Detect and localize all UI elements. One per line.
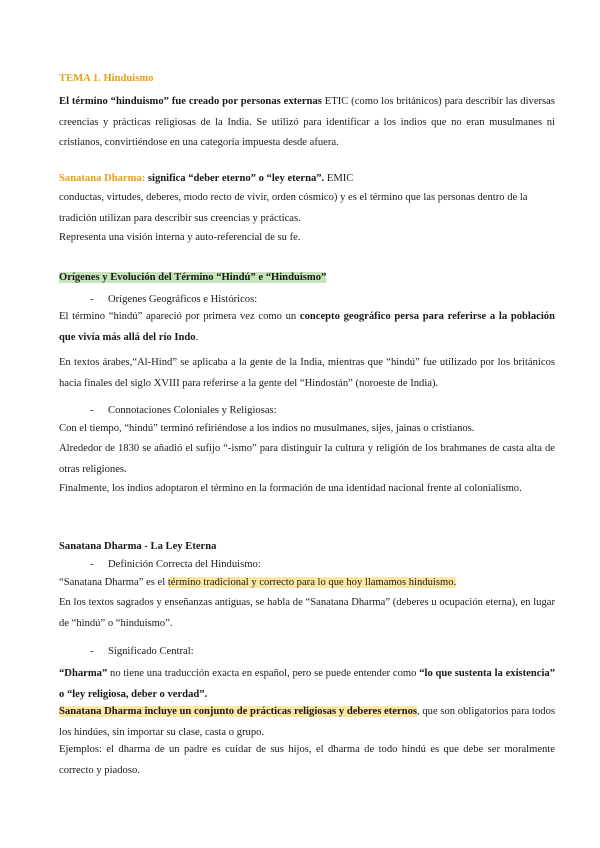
bullet-central-meaning: - Significado Central:: [90, 646, 194, 657]
bullet-colonial-connotations: - Connotaciones Coloniales y Religiosas:: [90, 405, 277, 416]
ley-paragraph-1: “Sanatana Dharma” es el término tradicional y correcto para lo que hoy llamamos hinduismo.: [59, 577, 457, 588]
origins-paragraph-3: Con el tiempo, “hindú” terminó refiriéndose a los indios no musulmanes, sijes, jainas o cristianos.: [59, 423, 475, 434]
sanatana-title: Sanatana Dharma:: [59, 173, 146, 184]
ley-paragraph-5: Ejemplos: el dharma de un padre es cuidar de sus hijos, el dharma de todo hindú es que debe ser moralmente correcto y piadoso.: [59, 744, 555, 776]
origins-heading: Orígenes y Evolución del Término “Hindú” e “Hinduismo”: [59, 272, 327, 283]
sanatana-emic: EMIC: [324, 173, 354, 184]
sanatana-paragraph-2: Representa una visión interna y auto-referencial de su fe.: [59, 232, 301, 243]
document-heading: TEMA 1. Hinduismo: [59, 73, 154, 84]
sanatana-definition: significa “deber eterno” o “ley eterna”.: [145, 173, 325, 184]
origins-paragraph-4: Alrededor de 1830 se añadió el sufijo “-ismo” para distinguir la cultura y religión de los brahmanes de casta alta de otras religiones.: [59, 443, 555, 475]
origins-paragraph-5: Finalmente, los indios adoptaron el término en la formación de una identidad nacional frente al colonialismo.: [59, 483, 522, 494]
intro-bold: El término “hinduismo” fue creado por personas externas: [59, 96, 322, 107]
bullet-origins-geographic: - Orígenes Geográficos e Históricos:: [90, 294, 258, 305]
ley-heading: Sanatana Dharma - La Ley Eterna: [59, 541, 217, 552]
bullet-correct-definition: - Definición Correcta del Hinduismo:: [90, 559, 261, 570]
sanatana-paragraph: conductas, virtudes, deberes, modo recto de vivir, orden cósmico) y es el término que las personas dentro de la tradición utilizan para describir sus creencias y prácticas.: [59, 192, 528, 224]
origins-paragraph-2: En textos árabes,“Al-Hind” se aplicaba a la gente de la India, mientras que “hindú” fue utilizado por los británicos hacia finales del siglo XVIII para referirse a la gente del “Hindostán” (noroeste de India).: [59, 357, 555, 389]
intro-paragraph: [59, 92, 555, 154]
intro-rest: ETIC (como los británicos) para describir las diversas creencias y prácticas religiosas de la India. Se utilizó para identificar a los indios que no eran musulmanes ni cristianos, convirtiéndose en una categoría impuesta desde afuera.: [59, 96, 555, 148]
sanatana-heading-line: [59, 169, 555, 190]
origins-paragraph-1: El término “hindú” apareció por primera vez como un concepto geográfico persa para referirse a la población que vivía más allá del río Indo.: [59, 311, 555, 343]
ley-paragraph-3: “Dharma” no tiene una traducción exacta en español, pero se puede entender como “lo que sustenta la existencia” o “ley religiosa, deber o verdad”.: [59, 668, 555, 700]
ley-paragraph-2: En los textos sagrados y enseñanzas antiguas, se habla de “Sanatana Dharma” (deberes u ocupación eterna), en lugar de “hindú” o “hinduismo”.: [59, 597, 555, 629]
ley-paragraph-4: Sanatana Dharma incluye un conjunto de prácticas religiosas y deberes eternos, que son obligatorios para todos los hindúes, sin importar su clase, casta o grupo.: [59, 706, 555, 738]
